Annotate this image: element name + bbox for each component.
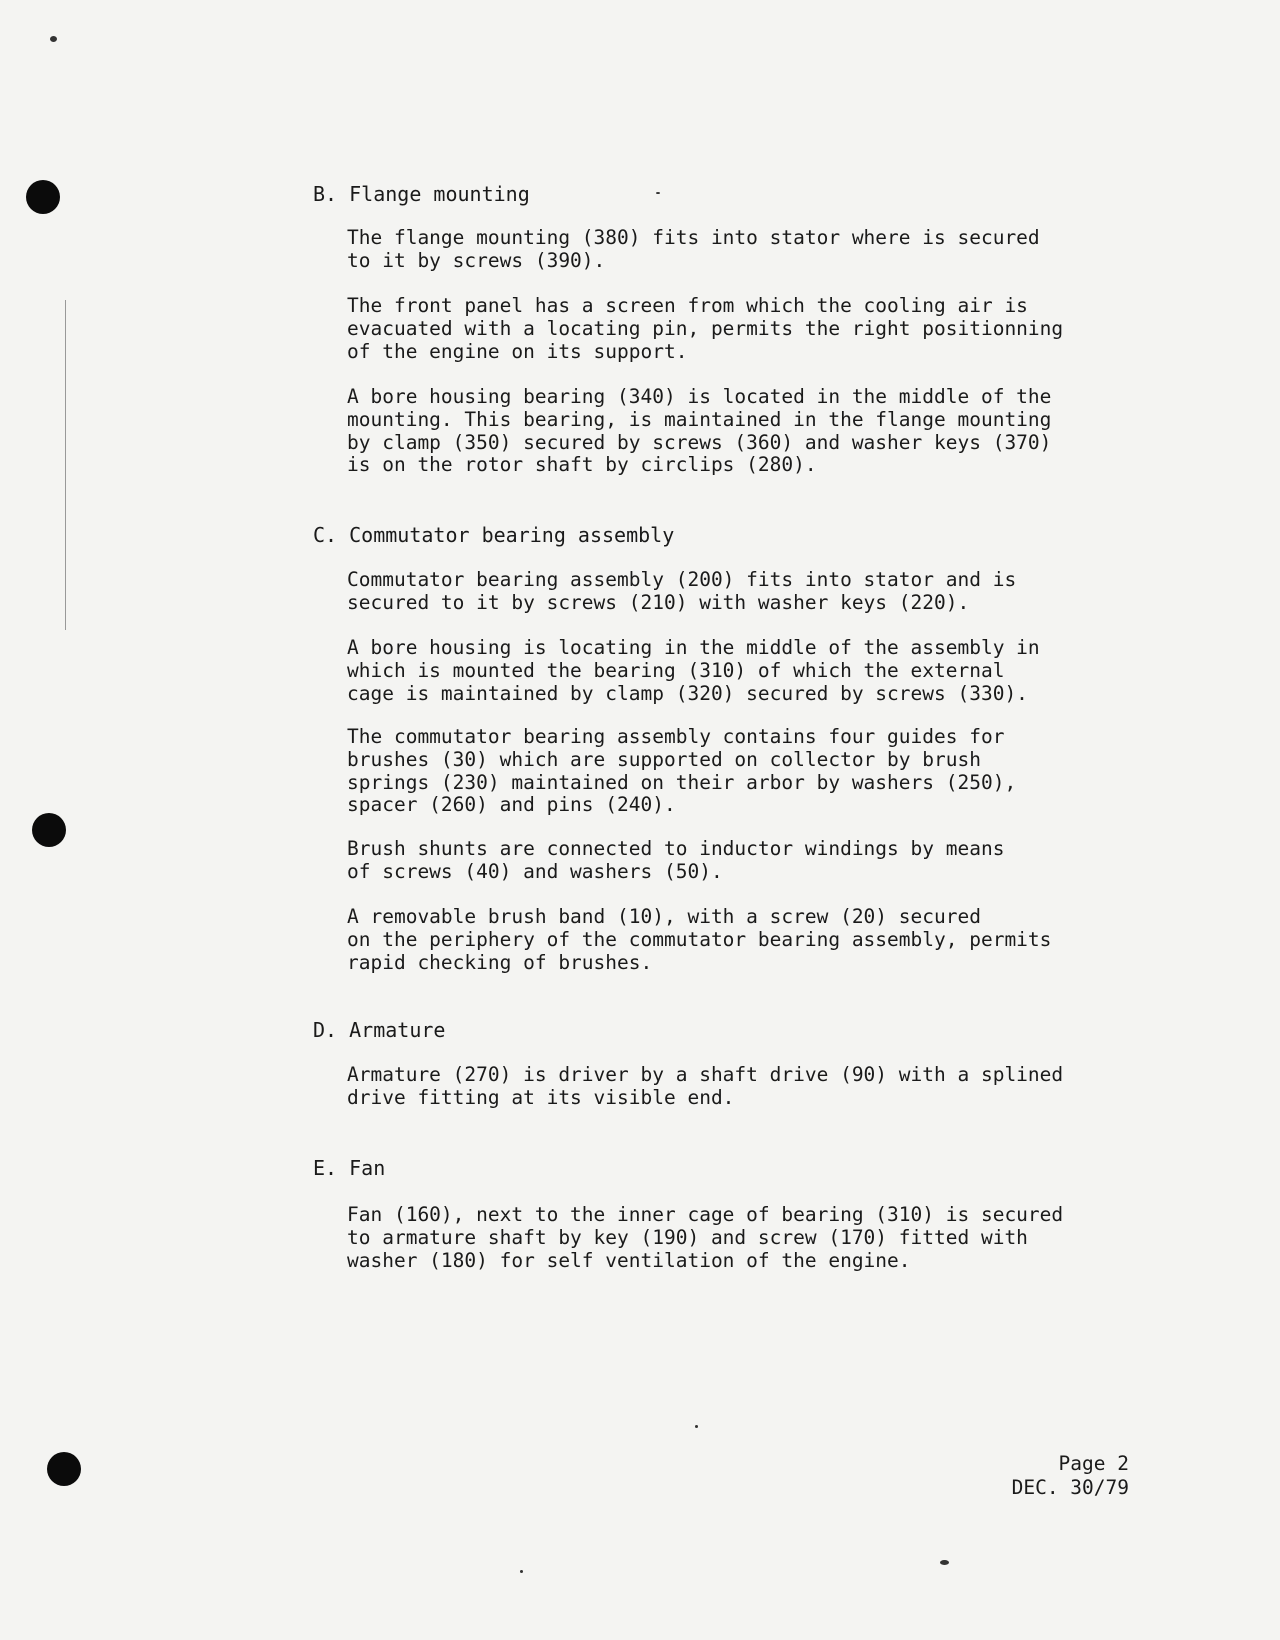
- punch-hole: [26, 180, 60, 214]
- paragraph-flange-3: A bore housing bearing (340) is located in the middle of the mounting. This bearing, is maintained in the flange mounting by clamp (350) secured by screws (360) and washer keys (370) is on the rotor shaft by circlips (280).: [347, 385, 1052, 477]
- section-heading-armature: D. Armature: [313, 1018, 446, 1042]
- paragraph-flange-2: The front panel has a screen from which the cooling air is evacuated with a locating pin, permits the right positionning of the engine on its support.: [347, 294, 1064, 363]
- punch-hole: [32, 813, 66, 847]
- scan-speck: [940, 1560, 949, 1565]
- scan-speck: [695, 1425, 698, 1428]
- paragraph-commutator-1: Commutator bearing assembly (200) fits into stator and is secured to it by screws (210) with washer keys (220).: [347, 568, 1017, 614]
- scan-speck: [520, 1570, 523, 1573]
- paragraph-commutator-5: A removable brush band (10), with a screw (20) secured on the periphery of the commutator bearing assembly, permits rapid checking of brushes.: [347, 905, 1052, 974]
- punch-hole: [47, 1452, 81, 1486]
- scan-speck: [50, 36, 57, 42]
- paragraph-commutator-3: The commutator bearing assembly contains four guides for brushes (30) which are supported on collector by brush springs (230) maintained on their arbor by washers (250), spacer (260) and pins (240).: [347, 725, 1017, 817]
- margin-line: [65, 300, 66, 630]
- scan-speck: [656, 192, 660, 194]
- section-heading-flange-mounting: B. Flange mounting: [313, 182, 530, 206]
- paragraph-commutator-4: Brush shunts are connected to inductor windings by means of screws (40) and washers (50).: [347, 837, 1005, 883]
- paragraph-flange-1: The flange mounting (380) fits into stator where is secured to it by screws (390).: [347, 226, 1040, 272]
- page-number: Page 2: [1058, 1452, 1129, 1475]
- paragraph-fan-1: Fan (160), next to the inner cage of bearing (310) is secured to armature shaft by key (190) and screw (170) fitted with washer (180) for self ventilation of the engine.: [347, 1203, 1064, 1272]
- paragraph-armature-1: Armature (270) is driver by a shaft drive (90) with a splined drive fitting at its visible end.: [347, 1063, 1064, 1109]
- section-heading-fan: E. Fan: [313, 1156, 386, 1180]
- section-heading-commutator-bearing-assembly: C. Commutator bearing assembly: [313, 523, 675, 547]
- revision-date: DEC. 30/79: [1011, 1476, 1129, 1499]
- paragraph-commutator-2: A bore housing is locating in the middle of the assembly in which is mounted the bearing (310) of which the external cage is maintained by clamp (320) secured by screws (330).: [347, 636, 1040, 705]
